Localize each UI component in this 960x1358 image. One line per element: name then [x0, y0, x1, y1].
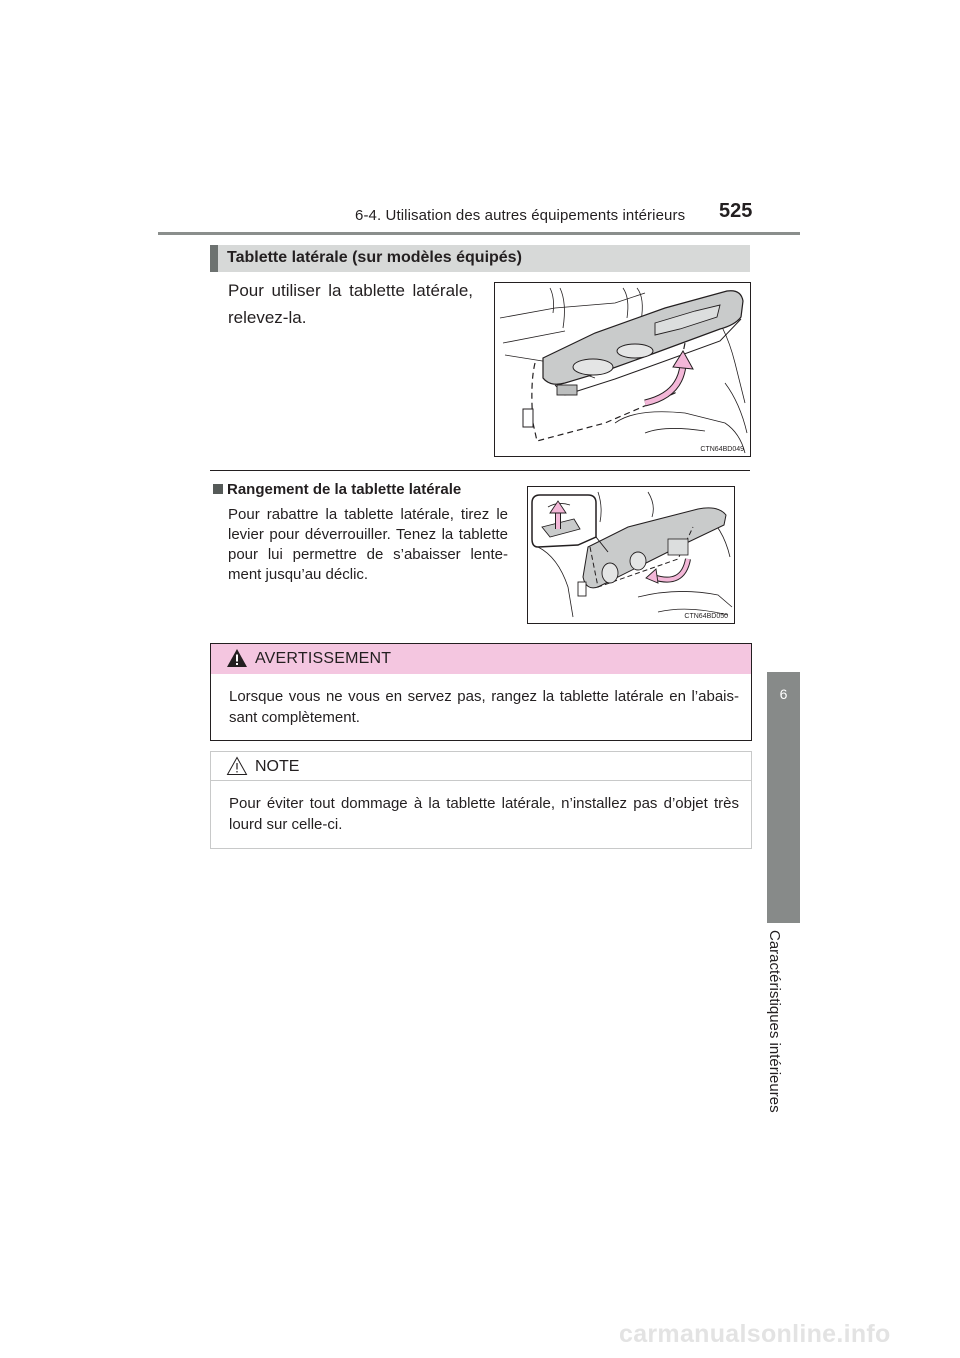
figure-code: CTN64BD049: [700, 446, 744, 453]
subsection-title: Rangement de la tablette latérale: [227, 481, 462, 498]
side-table-raise-illustration: [494, 282, 751, 457]
note-label: NOTE: [255, 758, 300, 775]
chapter-label: Caractéristiques intérieures: [766, 930, 783, 1113]
warning-label: AVERTISSEMENT: [255, 650, 392, 667]
square-bullet-icon: [213, 484, 223, 494]
warning-box: [210, 643, 752, 741]
site-watermark: carmanualsonline.info: [619, 1320, 891, 1348]
subsection-heading: [213, 481, 461, 498]
section-heading: [210, 245, 750, 272]
chapter-number: 6: [779, 686, 788, 702]
running-header: 6-4. Utilisation des autres équipements intérieurs: [355, 207, 686, 224]
note-header: [211, 752, 751, 781]
figure-code: CTN64BD050: [684, 613, 728, 620]
side-table-raise-drawing: [495, 283, 750, 456]
note-text: Pour éviter tout dommage à la tablette latérale, n’installez pas d’objet très lourd sur celle-ci.: [229, 795, 739, 833]
warning-text: Lorsque vous ne vous en servez pas, rangez la tablette latérale en l’abaissant complètement.: [229, 688, 739, 726]
caution-triangle-outline-icon: [226, 756, 248, 776]
side-table-stow-illustration: [527, 486, 735, 624]
chapter-tab[interactable]: [767, 672, 800, 923]
warning-triangle-icon: [226, 648, 248, 668]
note-box: [210, 751, 752, 849]
storage-paragraph: Pour rabattre la tablette latérale, tirez le levier pour déverrouiller. Tenez la tablette pour lui permettre de s’abaisser lentement jusqu’au déclic.: [228, 506, 508, 583]
warning-header: [211, 644, 751, 674]
intro-paragraph: Pour utiliser la tablette latérale, relevez-la.: [228, 281, 473, 327]
page-number: 525: [719, 200, 753, 222]
side-table-stow-drawing: [528, 487, 734, 623]
section-title: Tablette latérale (sur modèles équipés): [227, 249, 522, 266]
section-divider: [210, 470, 750, 471]
header-rule: [158, 232, 800, 235]
section-heading-bar: [210, 245, 218, 272]
